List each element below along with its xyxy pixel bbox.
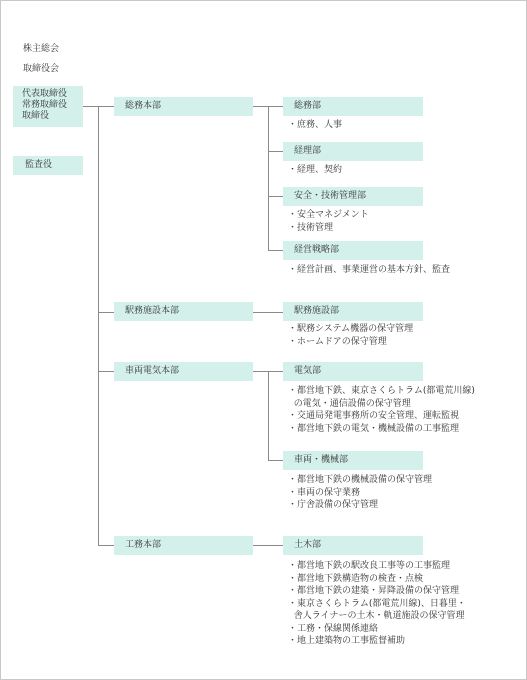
executives-box: 代表取締役 常務取締役 取締役 (13, 86, 83, 127)
connector-hq2-dept (253, 312, 283, 313)
dept-general-affairs: 総務部 (283, 97, 423, 116)
shareholders-meeting: 株主総会 (23, 44, 60, 54)
dept-rolling-stock-duties: ・都営地下鉄の機械設備の保守管理 ・車両の保守業務 ・庁舎設備の保守管理 (288, 475, 433, 510)
dept-electric-duties: ・都営地下鉄、東京さくらトラム(都電荒川線) の電気・通信設備の保守管理 ・交通局発電事務所の安全管理、運転監視 ・都営地下鉄の電気・機械設備の工事監理 (288, 386, 475, 434)
connector-hq4 (98, 545, 114, 546)
connector-hq1-trunk (268, 106, 269, 250)
dept-civil-duties: ・都営地下鉄の駅改良工事等の工事監理 ・都営地下鉄構造物の検査・点検 ・都営地下鉄の建築・昇降設備の保守管理 ・東京さくらトラム(都電荒川線)、日暮里・ 舎人ライナーの土木・軌道施設の保守管理 ・工務・保線関係連絡 ・地上建築物の工事監督補助 (288, 561, 466, 646)
connector-hq3 (98, 371, 114, 372)
dept-rolling-stock: 車両・機械部 (283, 451, 423, 470)
audit-box: 監査役 (13, 156, 83, 175)
dept-civil: 土木部 (283, 536, 423, 555)
connector-hq4-dept (253, 545, 283, 546)
board-of-directors: 取締役会 (23, 64, 60, 74)
hq-rolling-stock-electric: 車両電気本部 (114, 362, 253, 381)
dept-strategy-duties: ・経営計画、事業運営の基本方針、監査 (288, 265, 451, 275)
dept-station-facilities: 駅務施設部 (283, 302, 423, 321)
connector-hq2 (98, 312, 114, 313)
dept-strategy: 経営戦略部 (283, 241, 423, 260)
connector-hq3-trunk (268, 371, 269, 460)
dept-electric: 電気部 (283, 362, 423, 381)
hq-general-affairs: 総務本部 (114, 97, 253, 116)
hq-engineering: 工務本部 (114, 536, 253, 555)
connector-hq-trunk (98, 106, 99, 545)
hq-station-facilities: 駅務施設本部 (114, 302, 253, 321)
dept-general-affairs-duties: ・庶務、人事 (288, 120, 343, 130)
dept-accounting: 経理部 (283, 142, 423, 161)
dept-station-facilities-duties: ・駅務システム機器の保守管理 ・ホームドアの保守管理 (288, 324, 414, 347)
connector-dept-sharyo (268, 460, 283, 461)
connector-dept-anzen (268, 196, 283, 197)
connector-dept-keiri (268, 151, 283, 152)
connector-dept-senryaku (268, 250, 283, 251)
dept-accounting-duties: ・経理、契約 (288, 165, 343, 175)
dept-safety-tech-duties: ・安全マネジメント ・技術管理 (288, 210, 369, 233)
dept-safety-tech: 安全・技術管理部 (283, 187, 423, 206)
